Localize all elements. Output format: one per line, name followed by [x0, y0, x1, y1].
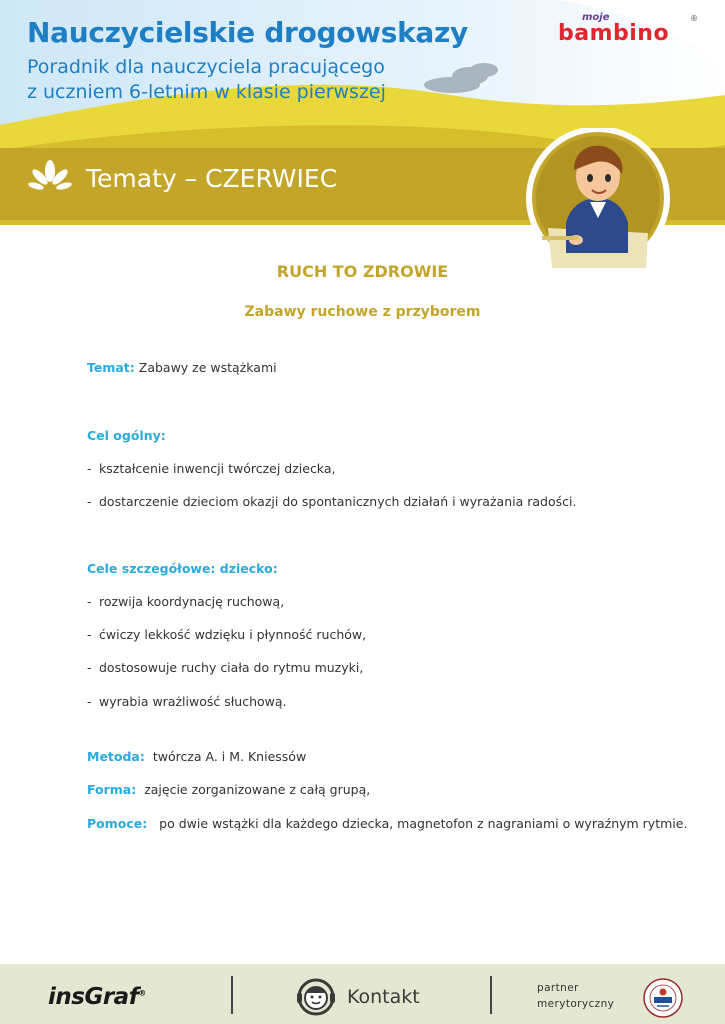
footer-divider	[231, 976, 233, 1014]
footer-divider	[490, 976, 492, 1014]
list-item	[87, 627, 366, 642]
flower-icon	[28, 159, 72, 195]
topic-subheading: Zabawy ruchowe z przyborem	[244, 304, 481, 320]
boy-avatar-illustration	[518, 128, 678, 278]
temat-value: Zabawy ze wstążkami	[138, 360, 277, 375]
dash: -	[87, 694, 92, 709]
cele-szczegolowe-row	[87, 561, 278, 576]
list-item	[87, 694, 287, 709]
temat-label: Temat:	[87, 360, 135, 375]
metoda-row	[87, 749, 306, 764]
insgraf-logo[interactable]	[48, 984, 146, 1010]
cel-ogolny-label: Cel ogólny:	[87, 428, 166, 443]
pomoce-label: Pomoce:	[87, 816, 148, 831]
section-band-title: Tematy – CZERWIEC	[86, 164, 338, 193]
page-title: Nauczycielskie drogowskazy	[27, 16, 468, 49]
cel-ogolny-row	[87, 428, 166, 443]
dash: -	[87, 627, 92, 642]
forma-value: zajęcie zorganizowane z całą grupą,	[144, 782, 371, 797]
topic-heading: RUCH TO ZDROWIE	[276, 262, 449, 281]
wodn-seal-logo[interactable]	[643, 978, 683, 1018]
forma-label: Forma:	[87, 782, 137, 797]
contact-link[interactable]: Kontakt	[347, 986, 420, 1008]
subtitle-line: Poradnik dla nauczyciela pracującego	[27, 56, 385, 78]
subtitle-line: z uczniem 6-letnim w klasie pierwszej	[27, 81, 386, 103]
dash: -	[87, 494, 92, 509]
insgraf-logo-text: insGraf	[48, 984, 139, 1010]
partner-label-line: partner	[537, 982, 579, 994]
logo-small-text: moje	[582, 12, 610, 23]
insgraf-registered-mark: ®	[138, 988, 146, 998]
page-subtitle	[27, 55, 386, 105]
list-item-text: wyrabia wrażliwość słuchową.	[99, 694, 287, 709]
partner-label	[537, 980, 614, 1012]
list-item-text: dostarczenie dzieciom okazji do spontanicznych działań i wyrażania radości.	[99, 494, 577, 509]
list-item	[87, 494, 576, 509]
dash: -	[87, 461, 92, 476]
list-item-text: ćwiczy lekkość wdzięku i płynność ruchów,	[99, 627, 367, 642]
logo-registered-mark: ®	[690, 14, 698, 23]
pomoce-row	[87, 816, 687, 831]
list-item	[87, 660, 363, 675]
list-item	[87, 594, 284, 609]
partner-label-line: merytoryczny	[537, 998, 615, 1010]
metoda-label: Metoda:	[87, 749, 145, 764]
temat-row	[87, 360, 277, 375]
forma-row	[87, 782, 370, 797]
cele-szczegolowe-label: Cele szczegółowe: dziecko:	[87, 561, 278, 576]
dash: -	[87, 660, 92, 675]
metoda-value: twórcza A. i M. Kniessów	[152, 749, 307, 764]
logo-big-text: bambino	[558, 21, 670, 46]
list-item-text: rozwija koordynację ruchową,	[99, 594, 285, 609]
pomoce-value: po dwie wstążki dla każdego dziecka, magnetofon z nagraniami o wyraźnym rytmie.	[159, 816, 688, 831]
list-item-text: kształcenie inwencji twórczej dziecka,	[99, 461, 336, 476]
dash: -	[87, 594, 92, 609]
list-item-text: dostosowuje ruchy ciała do rytmu muzyki,	[99, 660, 364, 675]
list-item	[87, 461, 335, 476]
contact-headset-icon[interactable]	[294, 975, 338, 1017]
